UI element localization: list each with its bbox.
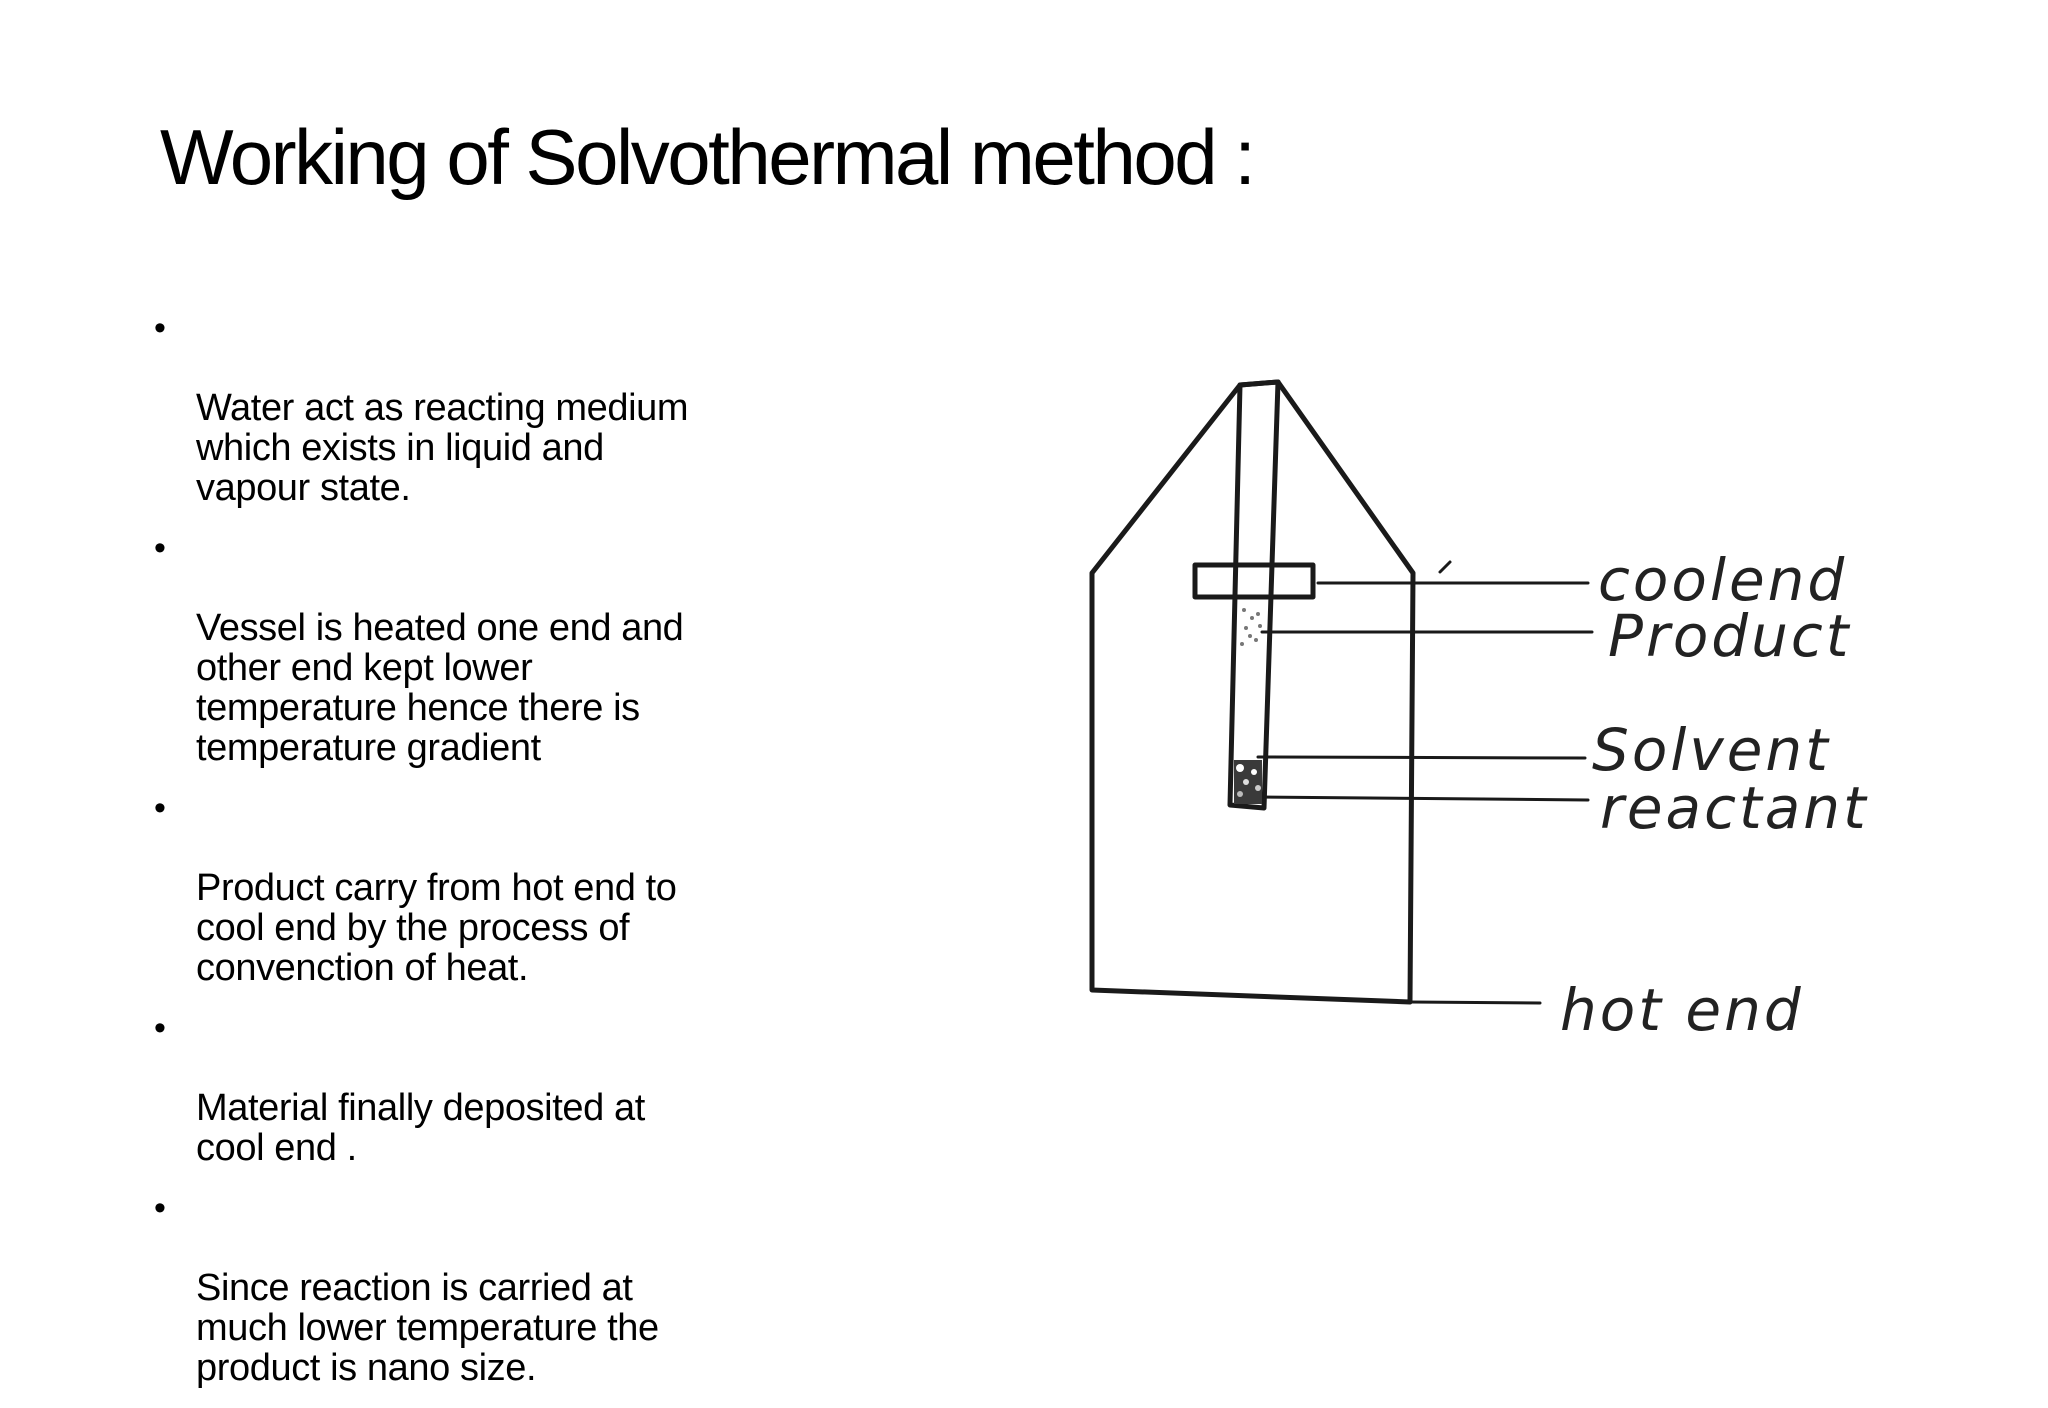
reactant-leader: [1258, 797, 1588, 800]
product-label: Product: [1608, 602, 1852, 670]
reactant-deposit: [1234, 760, 1262, 804]
bullet-dot: •: [154, 1009, 166, 1047]
solvent-label: Solvent: [1592, 716, 1831, 784]
slide-title: Working of Solvothermal method :: [160, 113, 1254, 201]
tick-mark: [1440, 562, 1450, 572]
hot-end-leader: [1410, 1002, 1540, 1003]
bullet-dot: •: [154, 789, 166, 827]
cool-end-label: coolend: [1598, 546, 1848, 614]
solvent-leader: [1258, 757, 1585, 758]
bullet-text: Water act as reacting medium which exists in liquid and vapour state.: [196, 387, 689, 509]
cool-end-plate: [1195, 565, 1313, 597]
bullet-text: Product carry from hot end to cool end by the process of convenction of heat.: [196, 867, 677, 989]
bullet-item: [148, 1188, 798, 1388]
bullet-dot: •: [154, 529, 166, 567]
reactant-label: reactant: [1600, 774, 1869, 842]
tube-cap: [1240, 382, 1278, 385]
product-particles: [1240, 608, 1262, 646]
bullet-dot: •: [154, 1189, 166, 1227]
bullet-text: Since reaction is carried at much lower temperature the product is nano size.: [196, 1267, 659, 1389]
bullet-text: Vessel is heated one end and other end kept lower temperature hence there is temperature gradient: [196, 607, 684, 769]
hot-end-label: hot end: [1560, 976, 1804, 1044]
bullet-text: Material finally deposited at cool end .: [196, 1087, 645, 1169]
vessel-outline: [1092, 382, 1413, 1002]
bullet-dot: •: [154, 309, 166, 347]
